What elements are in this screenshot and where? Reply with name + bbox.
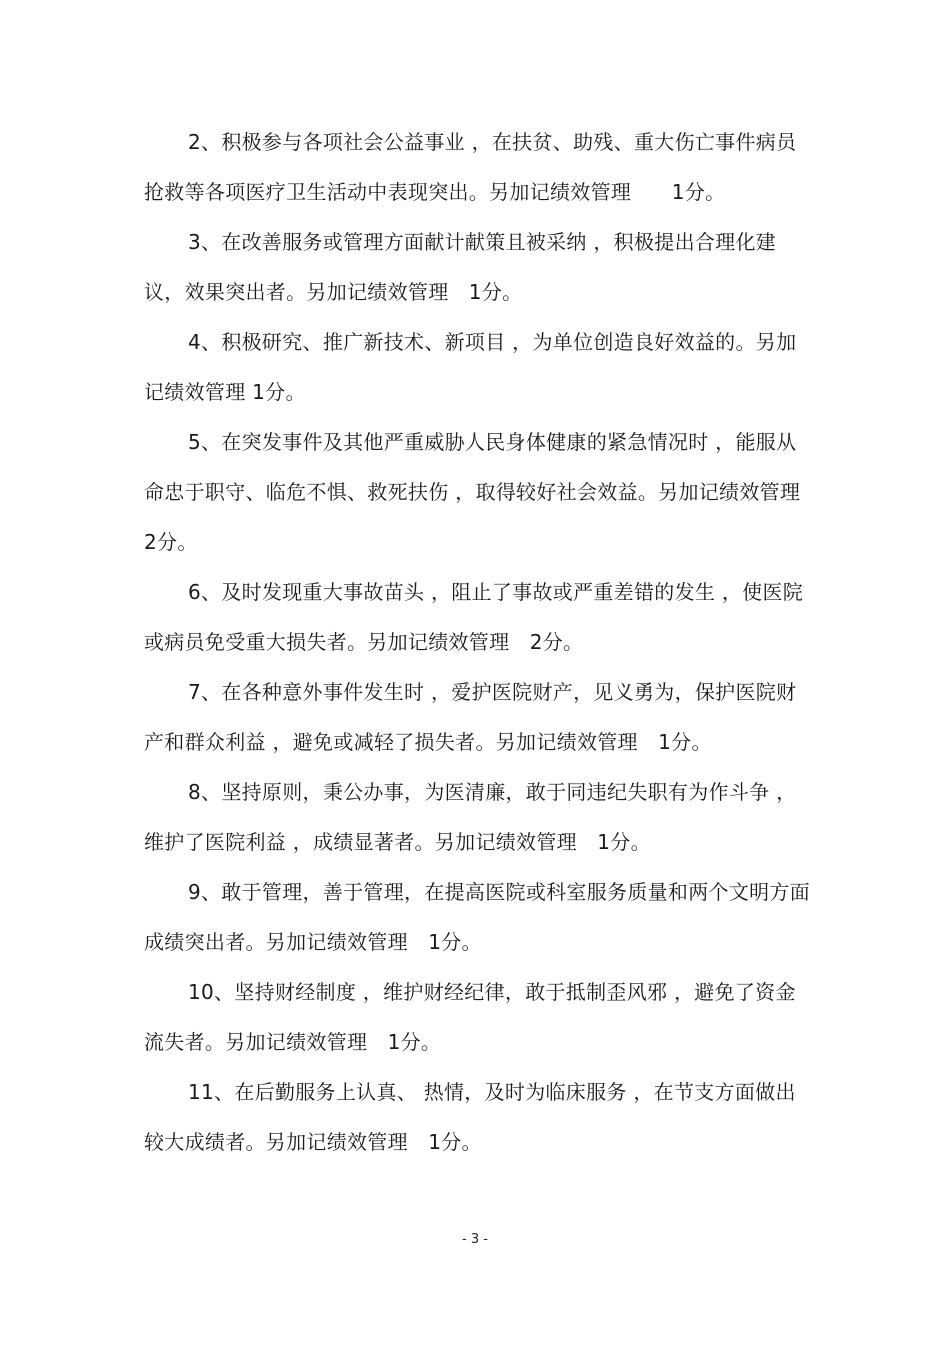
document-body (144, 117, 814, 1167)
list-item: 3、在改善服务或管理方面献计献策且被采纳 ，积极提出合理化建议，效果突出者。另加记绩效管理 1分。 (144, 230, 777, 304)
page-number: - 3 - (462, 1232, 488, 1247)
list-item: 4、积极研究、推广新技术、新项目 ，为单位创造良好效益的。另加记绩效管理 1分。 (144, 330, 797, 404)
list-item: 10、坚持财经制度 ，维护财经纪律，敢于抵制歪风邪 ，避免了资金流失者。另加记绩效管理 1分。 (144, 980, 796, 1054)
list-item: 5、在突发事件及其他严重威胁人民身体健康的紧急情况时 ，能服从命忠于职守、临危不惧、救死扶伤 ，取得较好社会效益。另加记绩效管理 2分。 (144, 430, 801, 554)
list-item: 2、积极参与各项社会公益事业 ，在扶贫、助残、重大伤亡事件病员抢救等各项医疗卫生活动中表现突出。另加记绩效管理 1分。 (144, 130, 797, 204)
list-item: 8、坚持原则，秉公办事，为医清廉，敢于同违纪失职有为作斗争 ，维护了医院利益 ，成绩显著者。另加记绩效管理 1分。 (144, 780, 797, 854)
list-item: 7、在各种意外事件发生时 ，爱护医院财产，见义勇为，保护医院财产和群众利益 ，避免或减轻了损失者。另加记绩效管理 1分。 (144, 680, 797, 754)
list-item: 11、在后勤服务上认真、 热情，及时为临床服务 ，在节支方面做出较大成绩者。另加记绩效管理 1分。 (144, 1080, 796, 1154)
list-item: 9、敢于管理，善于管理，在提高医院或科室服务质量和两个文明方面成绩突出者。另加记绩效管理 1分。 (144, 880, 811, 954)
list-item: 6、及时发现重大事故苗头 ，阻止了事故或严重差错的发生 ，使医院或病员免受重大损失者。另加记绩效管理 2分。 (144, 580, 804, 654)
